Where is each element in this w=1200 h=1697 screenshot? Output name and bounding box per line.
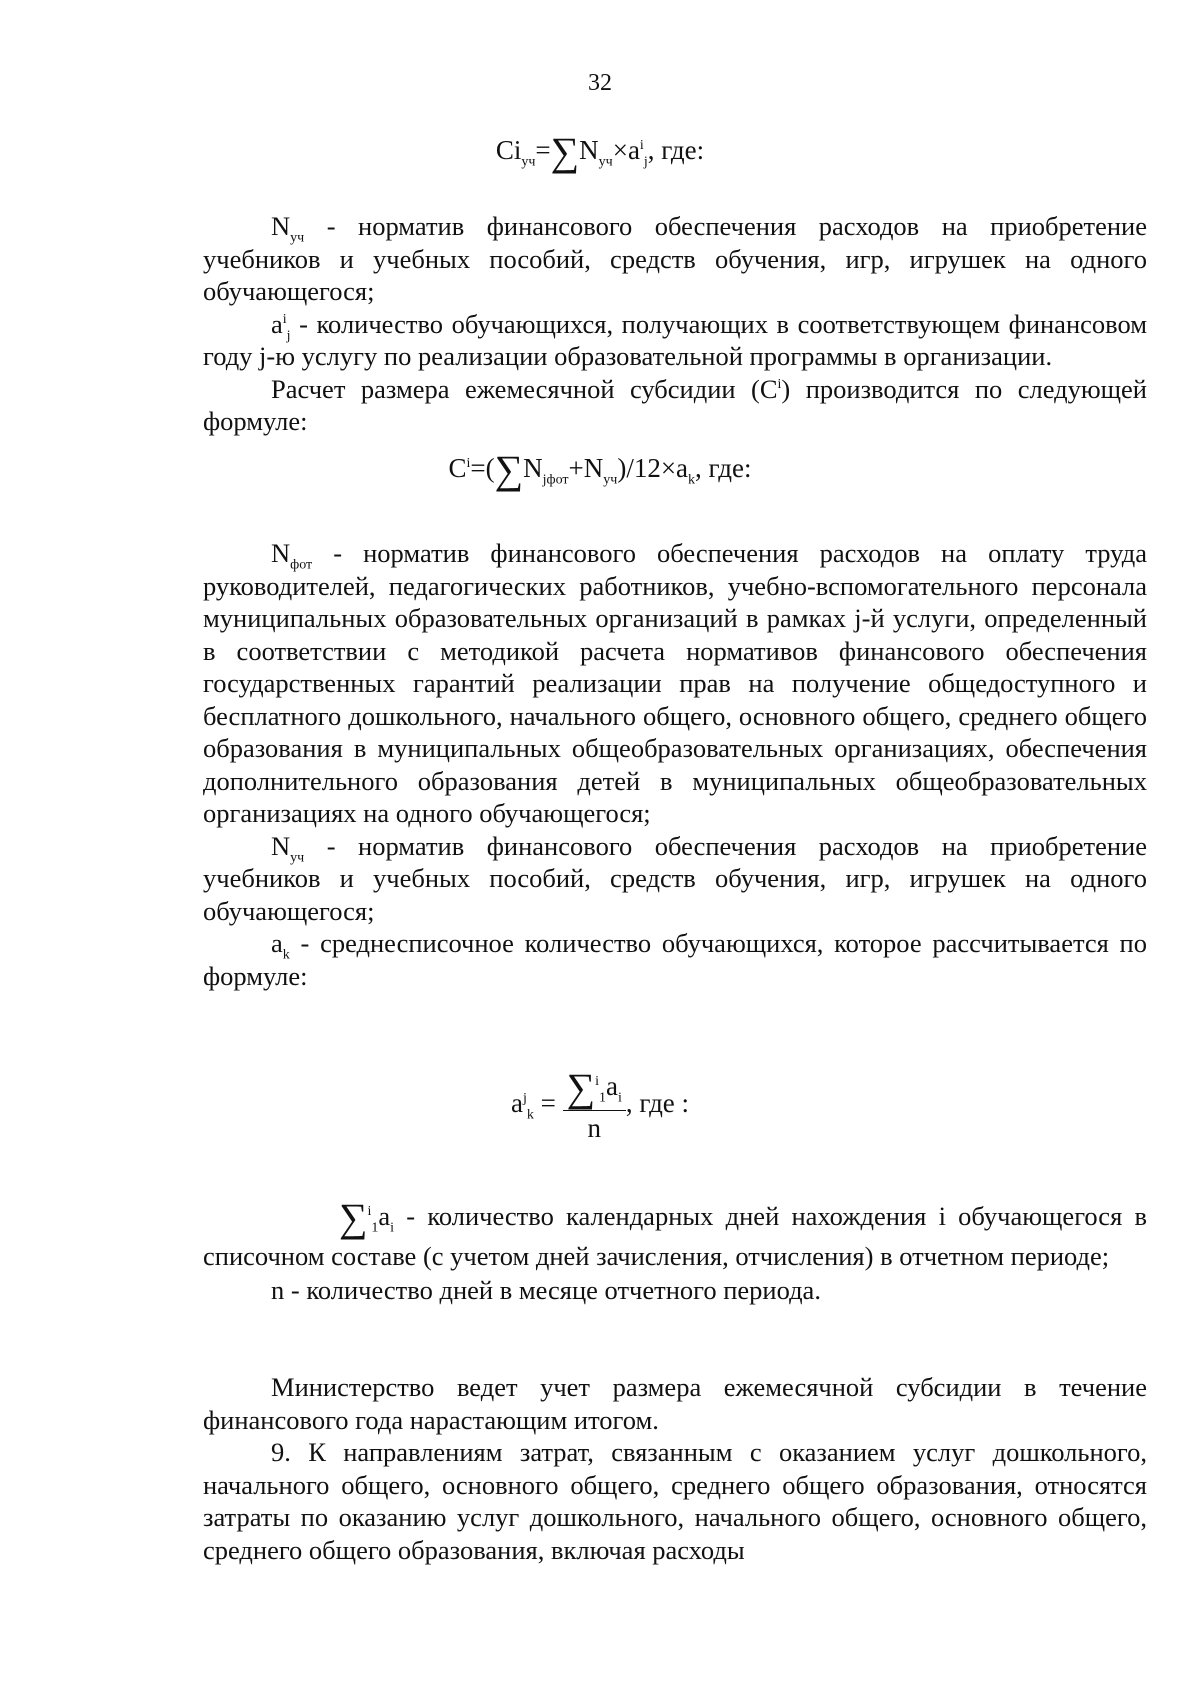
- subscript: фот: [290, 557, 313, 573]
- superscript: i: [777, 376, 782, 392]
- fraction: [563, 1065, 626, 1144]
- formula-ci: [0, 447, 1200, 492]
- formula-subscript: jфот: [542, 472, 569, 488]
- formula-symbol: a: [605, 1071, 618, 1101]
- page-number: 32: [588, 70, 612, 96]
- paragraph-ministry: Министерство ведет учет размера ежемесячной субсидии в течение финансового года нарастающим итогом.: [203, 1372, 1147, 1435]
- formula-operator: =(: [470, 453, 495, 483]
- formula-symbol: Ci: [495, 135, 522, 165]
- formula-a-k: [0, 1065, 1200, 1144]
- subscript: i: [390, 1220, 395, 1236]
- subscript: k: [282, 947, 290, 963]
- formula-subscript: 1: [598, 1090, 606, 1106]
- formula-operator: =: [533, 1088, 563, 1119]
- paragraph-sum-ai: [203, 1195, 1147, 1274]
- formula-tail: , где:: [647, 135, 705, 165]
- sum-symbol: ∑: [494, 447, 524, 492]
- paragraph-text: - среднесписочное количество обучающихся, которое рассчитывается по формуле:: [203, 928, 1147, 991]
- formula-subscript: k: [688, 472, 696, 488]
- paragraph-text: - норматив финансового обеспечения расходов на приобретение учебников и учебных пособий, средств обучения, игр, игрушек на одного обучающегося;: [203, 211, 1147, 306]
- text-block-3: [203, 1195, 1147, 1307]
- formula-superscript: i: [595, 1074, 599, 1089]
- formula-symbol: a: [627, 135, 640, 165]
- formula-operator: =: [535, 135, 551, 165]
- formula-tail: , где:: [695, 453, 752, 483]
- formula-symbol: )/12×a: [617, 453, 689, 483]
- subscript: j: [286, 327, 291, 343]
- fraction-numerator: [563, 1065, 626, 1111]
- formula-symbol: a: [510, 1088, 523, 1119]
- superscript: i: [367, 1204, 372, 1220]
- sum-symbol: ∑: [550, 129, 580, 174]
- paragraph-item-9: 9. К направлениям затрат, связанным с оказанием услуг дошкольного, начального общего, основного общего, среднего общего образования, относятся затраты по оказанию услуг дошкольного, начального общего, основного общего, среднего общего образования, включая расходы: [203, 1437, 1147, 1565]
- paragraph-text: - норматив финансового обеспечения расходов на оплату труда руководителей, педагогических работников, учебно-вспомогательного персонала муниципальных образовательных организаций в рамках j-й услуги, определенный в соответствии с методикой расчета нормативов финансового обеспечения государственных гарантий реализации прав на получение общедоступного и бесплатного дошкольного, начального общего, основного общего, среднего общего образования в муниципальных общеобразовательных организациях, обеспечения дополнительного образования детей в муниципальных общеобразовательных организациях на одного обучающегося;: [203, 538, 1147, 828]
- paragraph-n-uch: [203, 210, 1147, 308]
- formula-ci-uch: [0, 129, 1200, 174]
- formula-symbol: N: [523, 453, 543, 483]
- formula-superscript: j: [522, 1091, 527, 1107]
- formula-subscript: уч: [603, 472, 618, 488]
- symbol: a: [378, 1201, 391, 1231]
- formula-tail: , где :: [625, 1088, 690, 1119]
- sum-expression: [271, 1195, 395, 1240]
- formula-superscript: i: [466, 456, 471, 471]
- paragraph-text: ) производится по следующей формуле:: [203, 373, 1147, 436]
- sum-symbol: ∑: [566, 1065, 596, 1110]
- paragraph-text: Расчет размера ежемесячной субсидии (C: [271, 373, 778, 404]
- paragraph-a-ij: [203, 308, 1147, 373]
- symbol: a: [271, 308, 283, 339]
- formula-subscript: i: [617, 1090, 622, 1106]
- text-block-4: [203, 1371, 1147, 1566]
- formula-subscript: k: [526, 1107, 534, 1123]
- paragraph-n-uch-2: [203, 830, 1147, 928]
- paragraph-text: - норматив финансового обеспечения расходов на приобретение учебников и учебных пособий, средств обучения, игр, игрушек на одного обучающегося;: [203, 830, 1147, 926]
- fraction-denominator: n: [587, 1113, 601, 1143]
- subscript: уч: [290, 849, 305, 865]
- paragraph-text: - количество обучающихся, получающих в соответствующем финансовом году j-ю услугу по реализации образовательной программы в организации.: [203, 308, 1147, 371]
- formula-symbol: C: [448, 453, 467, 483]
- formula-operator: ×: [612, 135, 628, 165]
- paragraph-calc-intro: [203, 373, 1147, 438]
- paragraph-n-days: n - количество дней в месяце отчетного периода.: [271, 1275, 821, 1305]
- formula-subscript: j: [643, 154, 648, 170]
- paragraph-a-k: [203, 927, 1147, 992]
- formula-superscript: i: [639, 138, 644, 153]
- subscript: 1: [371, 1220, 379, 1236]
- formula-subscript: уч: [521, 154, 536, 170]
- symbol: N: [271, 538, 291, 568]
- subscript: уч: [290, 230, 305, 246]
- text-block-1: [203, 210, 1147, 438]
- symbol: a: [271, 928, 283, 958]
- text-block-2: [203, 537, 1147, 992]
- formula-subscript: уч: [598, 154, 613, 170]
- symbol: N: [271, 211, 291, 241]
- formula-symbol: +N: [568, 453, 604, 483]
- sum-symbol: ∑: [339, 1195, 368, 1240]
- paragraph-n-fot: [203, 537, 1147, 830]
- superscript: i: [282, 311, 287, 327]
- paragraph-text: - количество календарных дней нахождения i обучающегося в списочном составе (с учетом дней зачисления, отчисления) в отчетном периоде;: [203, 1201, 1147, 1271]
- symbol: N: [271, 830, 291, 861]
- formula-symbol: N: [579, 135, 599, 165]
